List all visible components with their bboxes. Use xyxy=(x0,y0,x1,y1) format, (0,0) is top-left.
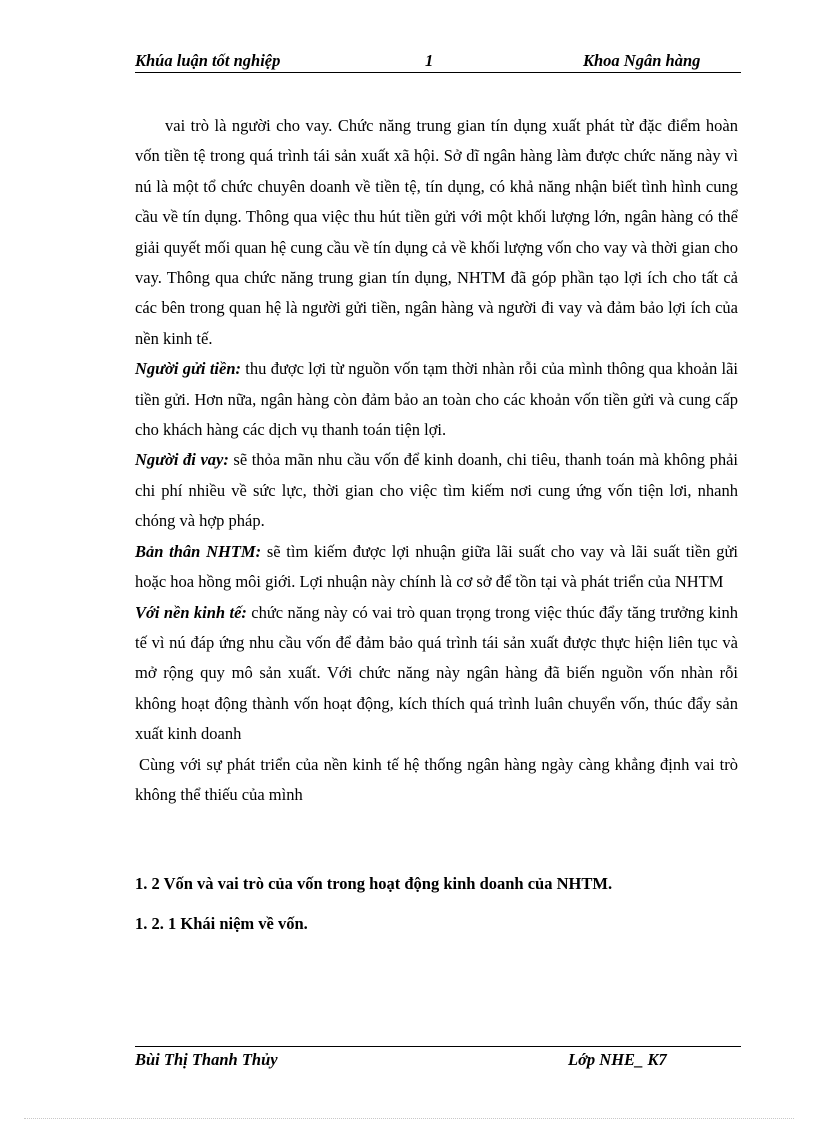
bank-lead: Bản thân NHTM: xyxy=(135,541,262,561)
header-faculty: Khoa Ngân hàng xyxy=(583,51,701,70)
section-heading-1-2: 1. 2 Vốn và vai trò của vốn trong hoạt động kinh doanh của NHTM. xyxy=(135,874,613,893)
borrower-paragraph xyxy=(135,445,738,536)
page-bottom-edge xyxy=(24,1118,794,1119)
header-page-number: 1 xyxy=(425,51,434,70)
depositor-lead: Người gửi tiền: xyxy=(135,359,241,379)
page-header xyxy=(135,50,741,73)
document-body xyxy=(135,111,738,810)
footer-author: Bùi Thị Thanh Thủy xyxy=(135,1050,278,1069)
borrower-lead: Người đi vay: xyxy=(135,450,229,470)
intro-paragraph: vai trò là người cho vay. Chức năng trung gian tín dụng xuất phát từ đặc điểm hoàn vốn tiền tệ trong quá trình tái sản xuất xã hội. Sở dĩ ngân hàng làm được chức năng này vì nú là một tổ chức chuyên doanh về tiền tệ, tín dụng, có khả năng nhận biết tình hình cung cầu về tín dụng. Thông qua việc thu hút tiền gửi với một khối lượng lớn, ngân hàng có thể giải quyết mối quan hệ cung cầu về tín dụng cả về khối lượng vốn cho vay và thời gian cho vay. Thông qua chức năng trung gian tín dụng, NHTM đã góp phần tạo lợi ích cho tất cả các bên trong quan hệ là người gửi tiền, ngân hàng và người đi vay và đảm bảo lợi ích của nền kinh tế. xyxy=(135,116,738,348)
bank-text: sẽ tìm kiếm được lợi nhuận giữa lãi suất cho vay và lãi suất tiền gửi hoặc hoa hồng môi giới. Lợi nhuận này chính là cơ sở để tồn tại và phát triển của NHTM xyxy=(135,541,738,592)
closing-paragraph: Cùng với sự phát triển của nền kinh tế hệ thống ngân hàng ngày càng khẳng định vai trò không thể thiếu của mình xyxy=(135,754,738,804)
footer-divider xyxy=(135,1046,741,1047)
economy-paragraph xyxy=(135,598,738,750)
depositor-paragraph xyxy=(135,354,738,445)
economy-lead: Với nền kinh tế: xyxy=(135,602,247,622)
economy-text: chức năng này có vai trò quan trọng trong việc thúc đẩy tăng trưởng kinh tế vì nú đáp ứng nhu cầu vốn để đảm bảo quá trình tái sản xuất được thực hiện liên tục và mở rộng quy mô sản xuất. Với chức năng này ngân hàng đã biến nguồn vốn nhàn rỗi không hoạt động thành vốn hoạt động, kích thích quá trình luân chuyển vốn, thúc đẩy sản xuất kinh doanh xyxy=(135,602,738,744)
bank-paragraph xyxy=(135,537,738,598)
borrower-text: sẽ thỏa mãn nhu cầu vốn để kinh doanh, chi tiêu, thanh toán mà không phải chi phí nhiều về sức lực, thời gian cho việc tìm kiếm nơi cung ứng vốn tiện lơi, nhanh chóng và hợp pháp. xyxy=(135,450,739,531)
depositor-text: thu được lợi từ nguồn vốn tạm thời nhàn rỗi của mình thông qua khoản lãi tiền gửi. Hơn nữa, ngân hàng còn đảm bảo an toàn cho các khoản vốn tiền gửi và cung cấp cho khách hàng các dịch vụ thanh toán tiện lợi. xyxy=(135,359,739,440)
footer-class: Lớp NHE_ K7 xyxy=(568,1050,667,1069)
section-heading-1-2-1: 1. 2. 1 Khái niệm về vốn. xyxy=(135,914,308,933)
header-thesis-title: Khúa luận tốt nghiệp xyxy=(135,51,281,70)
